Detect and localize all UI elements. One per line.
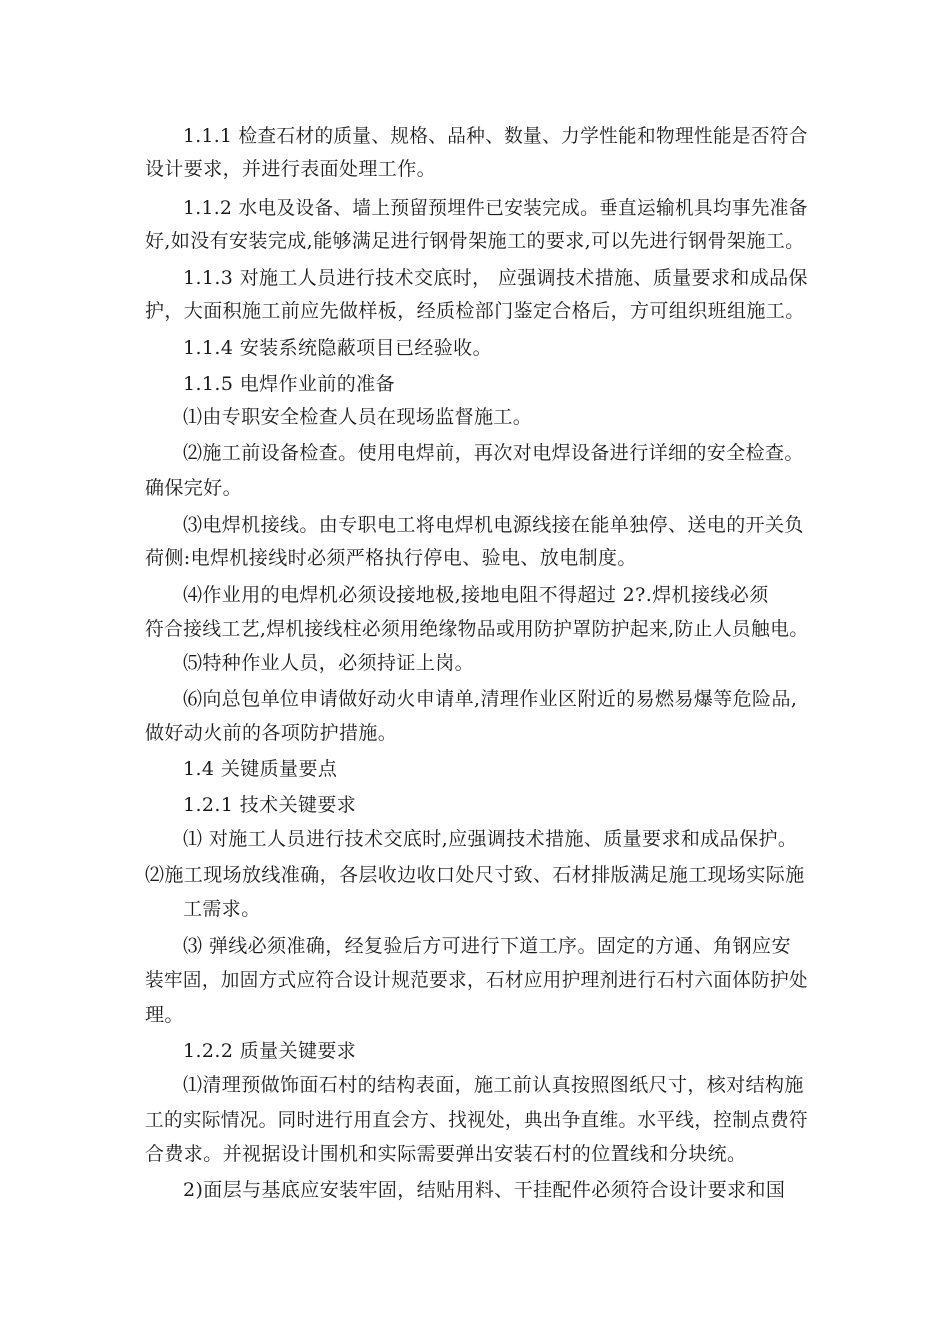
text-line: 护，大面积施工前应先做样板，经质检部门鉴定合格后，方可组织班组施工。 xyxy=(145,300,805,322)
subsection-heading: 1.2.1 技术关键要求 xyxy=(183,794,357,816)
text-line: 工的实际情况。同时进行用直会方、找视处，典出争直维。水平线，控制点费符 xyxy=(145,1109,808,1131)
text-line: ⑵施工现场放线准确，各层收边收口处尺寸致、石材排版满足施工现场实际施 xyxy=(145,864,805,886)
text-line: 装牢固，加固方式应符合设计规范要求，石材应用护理剂进行石村六面体防护处 xyxy=(145,969,808,991)
text-line: ⑵施工前设备检查。使用电焊前，再次对电焊设备进行详细的安全检查。 xyxy=(183,442,804,464)
text-line: 荷侧:电焊机接线时必须严格执行停电、验电、放电制度。 xyxy=(145,547,637,569)
text-line: 工需求。 xyxy=(183,898,261,920)
text-line: ⑴清理预做饰面石村的结构表面，施工前认真按照图纸尺寸，核对结构施 xyxy=(183,1074,804,1096)
text-line: 1.1.1 检查石材的质量、规格、品种、数量、力学性能和物理性能是否符合 xyxy=(183,125,808,147)
text-line: 确保完好。 xyxy=(145,477,243,499)
text-line: 符合接线工艺,焊机接线柱必须用绝缘物品或用防护罩防护起来,防止人员触电。 xyxy=(145,618,809,640)
text-line: ⑸特种作业人员，必须持证上岗。 xyxy=(183,652,475,674)
text-line: 1.1.4 安装系统隐蔽项目已经验收。 xyxy=(183,337,492,359)
text-line: 1.1.2 水电及设备、墙上预留预埋件已安装完成。垂直运输机具均事先准备 xyxy=(183,197,808,219)
section-heading: 1.4 关键质量要点 xyxy=(183,758,338,780)
text-line: 合费求。并视据设计围机和实际需要弹出安装石村的位置线和分块统。 xyxy=(145,1143,747,1165)
text-line: ⑶电焊机接线。由专职电工将电焊机电源线接在能单独停、送电的开关负 xyxy=(183,514,804,536)
text-line: ⑴ 对施工人员进行技术交底时,应强调技术措施、质量要求和成品保护。 xyxy=(183,828,798,850)
text-line: 好,如没有安装完成,能够满足进行钢骨架施工的要求,可以先进行钢骨架施工。 xyxy=(145,230,805,252)
text-line: 理。 xyxy=(145,1004,184,1026)
subsection-heading: 1.2.2 质量关键要求 xyxy=(183,1040,357,1062)
text-line: 做好动火前的各项防护措施。 xyxy=(145,722,398,744)
text-line: ⑹向总包单位申请做好动火申请单,清理作业区附近的易燃易爆等危险品, xyxy=(183,688,798,710)
text-line: 1.1.5 电焊作业前的准备 xyxy=(183,373,395,395)
text-line: ⑴由专职安全检查人员在现场监督施工。 xyxy=(183,406,533,428)
text-line: 2)面层与基底应安装牢固，结贴用料、干挂配件必须符合设计要求和国 xyxy=(183,1179,786,1201)
text-line: 设计要求，并进行表面处理工作。 xyxy=(145,158,437,180)
text-line: ⑷作业用的电焊机必须设接地极,接地电阻不得超过 2?.焊机接线必须 xyxy=(183,584,769,606)
text-line: ⑶ 弹线必须准确，经复验后方可进行下道工序。固定的方通、角钢应安 xyxy=(183,935,791,957)
text-line: 1.1.3 对施工人员进行技术交底时， 应强调技术措施、质量要求和成品保 xyxy=(183,267,808,289)
